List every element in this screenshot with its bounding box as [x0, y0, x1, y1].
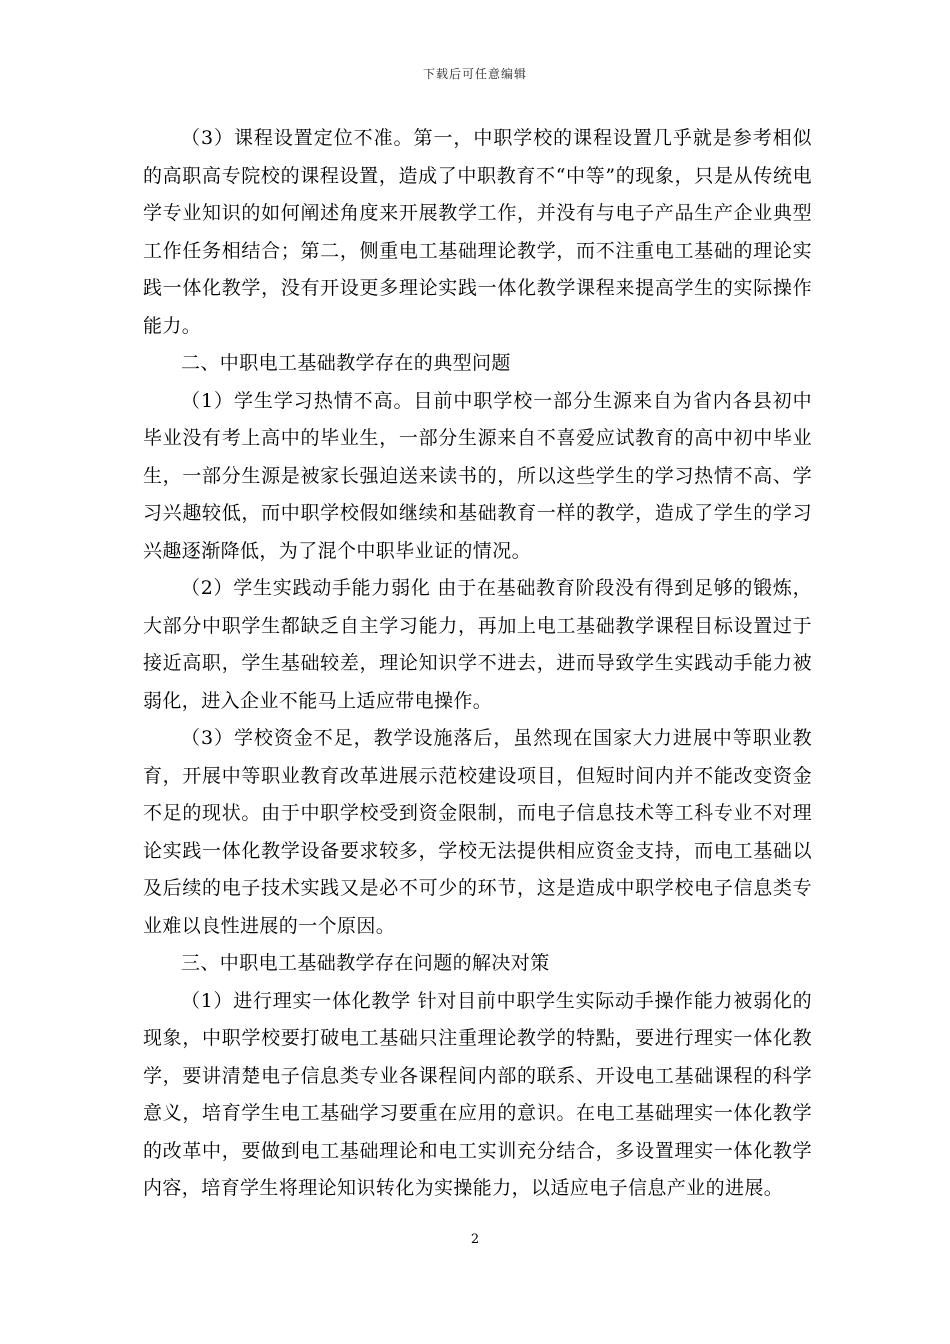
- page-header: 下载后可任意编辑: [422, 67, 527, 81]
- paragraph-school-funding: （3）学校资金不足，教学设施落后，虽然现在国家大力进展中等职业教育，开展中等职业教育改革进展示范校建设项目，但短时间内并不能改变资金不足的现状。由于中职学校受到资金限制，而电子信息技术等工科专业不对理论实践一体化教学设备要求较多，学校无法提供相应资金支持，而电工基础以及后续的电子技术实践又是必不可少的环节，这是造成中职学校电子信息类专业难以良性进展的一个原因。: [143, 727, 812, 937]
- page-number: 2: [470, 1232, 480, 1247]
- section-heading-solutions: 三、中职电工基础教学存在问题的解决对策: [181, 952, 550, 974]
- section-heading-typical-problems: 二、中职电工基础教学存在的典型问题: [181, 352, 511, 374]
- paragraph-course-setting: （3）课程设置定位不准。第一，中职学校的课程设置几乎就是参考相似的高职高专院校的课程设置，造成了中职教育不“中等”的现象，只是从传统电学专业知识的如何阐述角度来开展教学工作，并没有与电子产品生产企业典型工作任务相结合；第二，侧重电工基础理论教学，而不注重电工基础的理论实践一体化教学，没有开设更多理论实践一体化教学课程来提高学生的实际操作能力。: [143, 127, 812, 337]
- document-body: [143, 120, 812, 1208]
- paragraph-integrated-teaching: （1）进行理实一体化教学 针对目前中职学生实际动手操作能力被弱化的现象，中职学校要打破电工基础只注重理论教学的特點，要进行理实一体化教学，要讲清楚电子信息类专业各课程间内部的联系、开设电工基础课程的科学意义，培育学生电工基础学习要重在应用的意识。在电工基础理实一体化教学的改革中，要做到电工基础理论和电工实训充分结合，多设置理实一体化教学内容，培育学生将理论知识转化为实操能力，以适应电子信息产业的进展。: [143, 989, 812, 1199]
- paragraph-learning-enthusiasm: （1）学生学习热情不高。目前中职学校一部分生源来自为省内各县初中毕业没有考上高中的毕业生，一部分生源来自不喜爱应试教育的高中初中毕业生，一部分生源是被家长强迫送来读书的，所以这些学生的学习热情不高、学习兴趣较低，而中职学校假如继续和基础教育一样的教学，造成了学生的学习兴趣逐渐降低，为了混个中职毕业证的情况。: [143, 389, 812, 562]
- paragraph-practical-ability: （2）学生实践动手能力弱化 由于在基础教育阶段没有得到足够的锻炼，大部分中职学生都缺乏自主学习能力，再加上电工基础教学课程目标设置过于接近高职，学生基础较差，理论知识学不进去，进而导致学生实践动手能力被弱化，进入企业不能马上适应带电操作。: [143, 577, 812, 712]
